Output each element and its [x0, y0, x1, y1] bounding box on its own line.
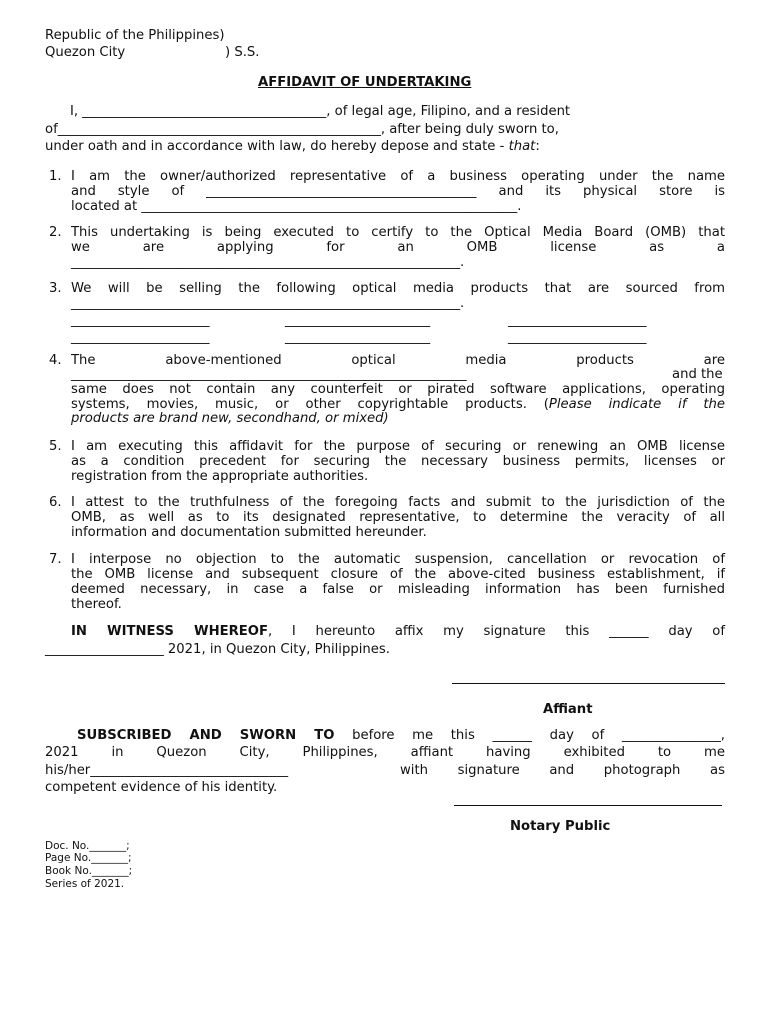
- subscribed-line-3-start: his/her______________________________: [45, 763, 289, 778]
- subscribed-line-1: SUBSCRIBED AND SWORN TO before me this ______ day of _______________,: [77, 728, 725, 743]
- item-5-line-3: registration from the appropriate authorities.: [71, 469, 369, 484]
- item-1-line-1: I am the owner/authorized representative of a business operating under the name: [71, 169, 725, 184]
- notary-label: Notary Public: [510, 819, 611, 834]
- source-blank: _____________________: [71, 330, 210, 345]
- series: Series of 2021.: [45, 878, 125, 890]
- item-7-line-2: the OMB license and subsequent closure of the above-cited business establishment, if: [71, 567, 725, 582]
- book-no: Book No._______;: [45, 865, 133, 877]
- item-4-line-2-end: and the: [672, 367, 723, 382]
- item-4-line-1: The above-mentioned optical media products are: [71, 353, 725, 368]
- document-title: AFFIDAVIT OF UNDERTAKING: [258, 75, 472, 90]
- item-6-number: 6.: [49, 495, 62, 510]
- affiant-signature-line: [452, 683, 725, 684]
- item-5-number: 5.: [49, 439, 62, 454]
- item-4-line-4: systems, movies, music, or other copyrightable products. (Please indicate if the: [71, 397, 725, 412]
- witness-line-2: __________________ 2021, in Quezon City, Philippines.: [45, 642, 390, 657]
- item-2-number: 2.: [49, 225, 62, 240]
- intro-line-3: under oath and in accordance with law, do hereby depose and state - that:: [45, 139, 540, 154]
- id-blank: ______________________________: [90, 763, 289, 778]
- notary-signature-line: [454, 805, 722, 806]
- header-ss: ) S.S.: [225, 45, 260, 60]
- doc-no: Doc. No._______;: [45, 840, 130, 852]
- item-6-line-2: OMB, as well as to its designated representative, to determine the veracity of all: [71, 510, 725, 525]
- item-3-line-1: We will be selling the following optical media products that are sourced from: [71, 281, 725, 296]
- source-blank: ______________________: [285, 313, 431, 328]
- item-2-line-2: we are applying for an OMB license as a: [71, 240, 725, 255]
- header-republic: Republic of the Philippines): [45, 28, 225, 43]
- item-7-number: 7.: [49, 552, 62, 567]
- subscribed-line-4: competent evidence of his identity.: [45, 780, 278, 795]
- witness-line-1: IN WITNESS WHEREOF, I hereunto affix my signature this ______ day of: [71, 624, 725, 639]
- source-blank: ______________________: [285, 330, 431, 345]
- affiant-label: Affiant: [543, 702, 593, 717]
- item-3-number: 3.: [49, 281, 62, 296]
- item-7-line-3: deemed necessary, in case a false or misleading information has been furnished: [71, 582, 725, 597]
- residence-blank: _________________________________________________: [57, 122, 381, 137]
- item-4-line-3: same does not contain any counterfeit or pirated software applications, operating: [71, 382, 725, 397]
- subscribed-line-2: 2021 in Quezon City, Philippines, affiant having exhibited to me: [45, 745, 725, 760]
- product-condition-blank: ____________________________________________________________: [71, 367, 467, 382]
- item-2-line-3: ___________________________________________________________.: [71, 255, 465, 270]
- item-6-line-1: I attest to the truthfulness of the foregoing facts and submit to the jurisdiction of the: [71, 495, 725, 510]
- intro-line-2: of_________________________________________________, after being duly sworn to,: [45, 122, 559, 137]
- item-5-line-2: as a condition precedent for securing the necessary business permits, licenses or: [71, 454, 725, 469]
- item-4-line-5: products are brand new, secondhand, or mixed): [71, 411, 389, 426]
- name-blank: _____________________________________: [82, 104, 327, 119]
- item-2-line-1: This undertaking is being executed to certify to the Optical Media Board (OMB) that: [71, 225, 725, 240]
- item-5-line-1: I am executing this affidavit for the purpose of securing or renewing an OMB license: [71, 439, 725, 454]
- item-7-line-1: I interpose no objection to the automatic suspension, cancellation or revocation of: [71, 552, 725, 567]
- item-3-line-2: ___________________________________________________________.: [71, 296, 465, 311]
- item-1-line-2: and style of _________________________________________ and its physical store is: [71, 184, 725, 199]
- page-no: Page No._______;: [45, 852, 132, 864]
- intro-line-1: I, _____________________________________, of legal age, Filipino, and a resident: [70, 104, 571, 119]
- item-1-number: 1.: [49, 169, 62, 184]
- item-7-line-4: thereof.: [71, 597, 122, 612]
- item-4-number: 4.: [49, 353, 62, 368]
- subscribed-line-3-end: with signature and photograph as: [400, 763, 725, 778]
- item-1-line-3: located at _________________________________________________________.: [71, 199, 522, 214]
- item-6-line-3: information and documentation submitted hereunder.: [71, 525, 427, 540]
- source-blank: _____________________: [508, 330, 647, 345]
- header-city: Quezon City: [45, 45, 126, 60]
- source-blank: _____________________: [508, 313, 647, 328]
- source-blank: _____________________: [71, 313, 210, 328]
